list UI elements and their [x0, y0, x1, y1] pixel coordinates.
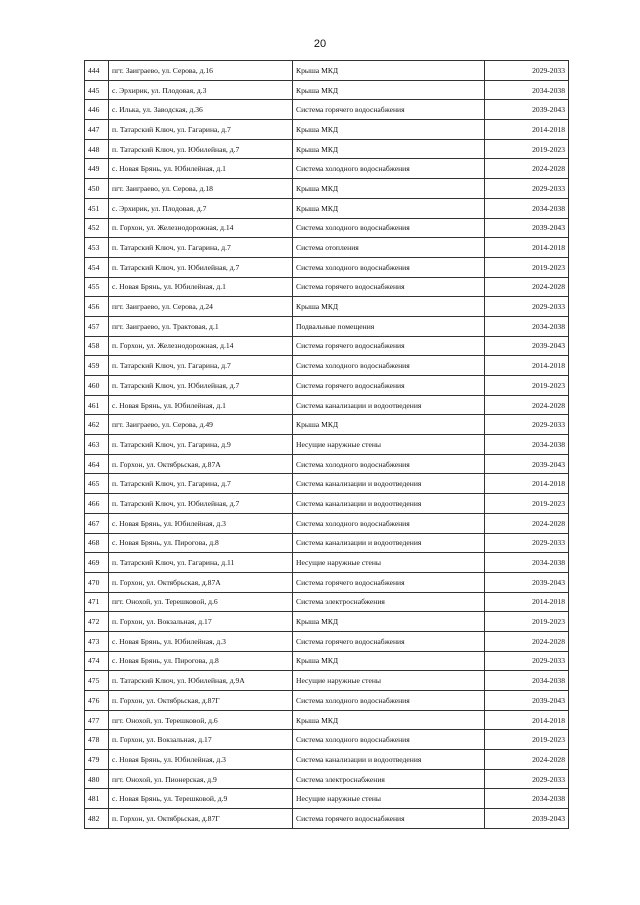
table-row	[85, 474, 569, 494]
repair-period-cell: 2024-2028	[485, 631, 569, 651]
repair-period-cell: 2019-2023	[485, 494, 569, 514]
structural-element-cell: Система канализации и водоотведения	[293, 750, 485, 770]
structural-element-cell: Система холодного водоснабжения	[293, 356, 485, 376]
address-cell: пгт. Заиграево, ул. Серова, д.49	[109, 415, 293, 435]
row-number-cell: 460	[85, 376, 109, 396]
repair-period-cell: 2019-2023	[485, 376, 569, 396]
structural-element-cell: Крыша МКД	[293, 297, 485, 317]
table-row	[85, 376, 569, 396]
address-cell: п. Татарский Ключ, ул. Гагарина, д.7	[109, 238, 293, 258]
row-number-cell: 481	[85, 789, 109, 809]
row-number-cell: 454	[85, 257, 109, 277]
address-cell: пгт. Онохой, ул. Терешковой, д.6	[109, 592, 293, 612]
row-number-cell: 444	[85, 61, 109, 81]
structural-element-cell: Несущие наружные стены	[293, 553, 485, 573]
address-cell: пгт. Заиграево, ул. Серова, д.16	[109, 61, 293, 81]
table-row	[85, 120, 569, 140]
table-row	[85, 750, 569, 770]
address-cell: с. Новая Брянь, ул. Юбилейная, д.1	[109, 395, 293, 415]
table-row	[85, 651, 569, 671]
structural-element-cell: Система канализации и водоотведения	[293, 395, 485, 415]
row-number-cell: 450	[85, 179, 109, 199]
table-row	[85, 592, 569, 612]
row-number-cell: 466	[85, 494, 109, 514]
row-number-cell: 473	[85, 631, 109, 651]
structural-element-cell: Система электроснабжения	[293, 592, 485, 612]
row-number-cell: 468	[85, 533, 109, 553]
table-row	[85, 710, 569, 730]
table-row	[85, 671, 569, 691]
address-cell: с. Новая Брянь, ул. Пирогова, д.8	[109, 651, 293, 671]
address-cell: с. Новая Брянь, ул. Терешковой, д.9	[109, 789, 293, 809]
table-row	[85, 809, 569, 829]
repair-period-cell: 2034-2038	[485, 553, 569, 573]
row-number-cell: 469	[85, 553, 109, 573]
row-number-cell: 482	[85, 809, 109, 829]
table-row	[85, 454, 569, 474]
row-number-cell: 449	[85, 159, 109, 179]
repair-period-cell: 2014-2018	[485, 356, 569, 376]
table-row	[85, 80, 569, 100]
repair-period-cell: 2029-2033	[485, 651, 569, 671]
table-row	[85, 533, 569, 553]
row-number-cell: 470	[85, 572, 109, 592]
repair-period-cell: 2034-2038	[485, 671, 569, 691]
address-cell: с. Новая Брянь, ул. Юбилейная, д.3	[109, 513, 293, 533]
address-cell: пгт. Заиграево, ул. Серова, д.24	[109, 297, 293, 317]
row-number-cell: 464	[85, 454, 109, 474]
address-cell: п. Горхон, ул. Октябрьская, д.87Г	[109, 809, 293, 829]
repair-period-cell: 2039-2043	[485, 809, 569, 829]
repair-period-cell: 2029-2033	[485, 179, 569, 199]
structural-element-cell: Система горячего водоснабжения	[293, 809, 485, 829]
repair-period-cell: 2034-2038	[485, 789, 569, 809]
table-row	[85, 218, 569, 238]
table-row	[85, 395, 569, 415]
structural-element-cell: Крыша МКД	[293, 80, 485, 100]
table-body	[85, 61, 569, 829]
repair-period-cell: 2039-2043	[485, 691, 569, 711]
table-row	[85, 730, 569, 750]
structural-element-cell: Крыша МКД	[293, 198, 485, 218]
structural-element-cell: Система холодного водоснабжения	[293, 691, 485, 711]
row-number-cell: 459	[85, 356, 109, 376]
row-number-cell: 467	[85, 513, 109, 533]
address-cell: п. Горхон, ул. Октябрьская, д.87А	[109, 572, 293, 592]
repair-period-cell: 2024-2028	[485, 159, 569, 179]
address-cell: п. Татарский Ключ, ул. Гагарина, д.7	[109, 120, 293, 140]
repair-schedule-table	[84, 60, 569, 829]
address-cell: с. Новая Брянь, ул. Юбилейная, д.3	[109, 750, 293, 770]
repair-period-cell: 2034-2038	[485, 316, 569, 336]
row-number-cell: 476	[85, 691, 109, 711]
address-cell: п. Татарский Ключ, ул. Гагарина, д.7	[109, 474, 293, 494]
repair-period-cell: 2039-2043	[485, 454, 569, 474]
address-cell: пгт. Заиграево, ул. Трактовая, д.1	[109, 316, 293, 336]
table-row	[85, 277, 569, 297]
row-number-cell: 477	[85, 710, 109, 730]
address-cell: с. Эрхирик, ул. Плодовая, д.3	[109, 80, 293, 100]
table-row	[85, 198, 569, 218]
address-cell: п. Горхон, ул. Вокзальная, д.17	[109, 612, 293, 632]
table-row	[85, 238, 569, 258]
table-row	[85, 316, 569, 336]
structural-element-cell: Система канализации и водоотведения	[293, 474, 485, 494]
address-cell: п. Татарский Ключ, ул. Гагарина, д.7	[109, 356, 293, 376]
structural-element-cell: Крыша МКД	[293, 415, 485, 435]
structural-element-cell: Несущие наружные стены	[293, 435, 485, 455]
address-cell: п. Горхон, ул. Октябрьская, д.87А	[109, 454, 293, 474]
row-number-cell: 462	[85, 415, 109, 435]
repair-period-cell: 2014-2018	[485, 120, 569, 140]
structural-element-cell: Система горячего водоснабжения	[293, 277, 485, 297]
row-number-cell: 453	[85, 238, 109, 258]
repair-period-cell: 2039-2043	[485, 336, 569, 356]
structural-element-cell: Система холодного водоснабжения	[293, 513, 485, 533]
address-cell: с. Новая Брянь, ул. Юбилейная, д.1	[109, 159, 293, 179]
table-row	[85, 356, 569, 376]
repair-period-cell: 2014-2018	[485, 710, 569, 730]
repair-period-cell: 2029-2033	[485, 533, 569, 553]
structural-element-cell: Система холодного водоснабжения	[293, 730, 485, 750]
address-cell: п. Татарский Ключ, ул. Гагарина, д.9	[109, 435, 293, 455]
address-cell: с. Новая Брянь, ул. Юбилейная, д.1	[109, 277, 293, 297]
table-row	[85, 513, 569, 533]
structural-element-cell: Крыша МКД	[293, 651, 485, 671]
row-number-cell: 478	[85, 730, 109, 750]
table-row	[85, 179, 569, 199]
structural-element-cell: Подвальные помещения	[293, 316, 485, 336]
table-row	[85, 159, 569, 179]
repair-period-cell: 2024-2028	[485, 395, 569, 415]
repair-period-cell: 2014-2018	[485, 474, 569, 494]
structural-element-cell: Система горячего водоснабжения	[293, 100, 485, 120]
row-number-cell: 461	[85, 395, 109, 415]
row-number-cell: 457	[85, 316, 109, 336]
row-number-cell: 480	[85, 769, 109, 789]
table-row	[85, 61, 569, 81]
table-row	[85, 494, 569, 514]
repair-period-cell: 2039-2043	[485, 100, 569, 120]
table-row	[85, 789, 569, 809]
repair-period-cell: 2034-2038	[485, 80, 569, 100]
structural-element-cell: Система горячего водоснабжения	[293, 631, 485, 651]
table-row	[85, 631, 569, 651]
structural-element-cell: Система отопления	[293, 238, 485, 258]
table-row	[85, 612, 569, 632]
row-number-cell: 448	[85, 139, 109, 159]
row-number-cell: 455	[85, 277, 109, 297]
repair-period-cell: 2029-2033	[485, 769, 569, 789]
row-number-cell: 445	[85, 80, 109, 100]
repair-period-cell: 2019-2023	[485, 612, 569, 632]
row-number-cell: 447	[85, 120, 109, 140]
row-number-cell: 465	[85, 474, 109, 494]
address-cell: п. Горхон, ул. Железнодорожная, д.14	[109, 218, 293, 238]
structural-element-cell: Система холодного водоснабжения	[293, 218, 485, 238]
table-row	[85, 769, 569, 789]
row-number-cell: 458	[85, 336, 109, 356]
address-cell: п. Татарский Ключ, ул. Гагарина, д.11	[109, 553, 293, 573]
structural-element-cell: Крыша МКД	[293, 710, 485, 730]
repair-period-cell: 2024-2028	[485, 277, 569, 297]
structural-element-cell: Крыша МКД	[293, 139, 485, 159]
address-cell: пгт. Онохой, ул. Терешковой, д.6	[109, 710, 293, 730]
repair-period-cell: 2019-2023	[485, 257, 569, 277]
structural-element-cell: Система холодного водоснабжения	[293, 159, 485, 179]
table-row	[85, 139, 569, 159]
address-cell: с. Новая Брянь, ул. Пирогова, д.8	[109, 533, 293, 553]
address-cell: п. Татарский Ключ, ул. Юбилейная, д.7	[109, 494, 293, 514]
repair-period-cell: 2039-2043	[485, 572, 569, 592]
table-row	[85, 572, 569, 592]
repair-period-cell: 2014-2018	[485, 238, 569, 258]
repair-period-cell: 2014-2018	[485, 592, 569, 612]
repair-period-cell: 2019-2023	[485, 730, 569, 750]
structural-element-cell: Несущие наружные стены	[293, 789, 485, 809]
table-row	[85, 100, 569, 120]
repair-period-cell: 2024-2028	[485, 513, 569, 533]
repair-period-cell: 2029-2033	[485, 415, 569, 435]
address-cell: пгт. Онохой, ул. Пионерская, д.9	[109, 769, 293, 789]
repair-period-cell: 2034-2038	[485, 435, 569, 455]
structural-element-cell: Система горячего водоснабжения	[293, 336, 485, 356]
row-number-cell: 452	[85, 218, 109, 238]
table-row	[85, 435, 569, 455]
structural-element-cell: Система горячего водоснабжения	[293, 572, 485, 592]
structural-element-cell: Система холодного водоснабжения	[293, 454, 485, 474]
row-number-cell: 474	[85, 651, 109, 671]
structural-element-cell: Система канализации и водоотведения	[293, 533, 485, 553]
structural-element-cell: Система холодного водоснабжения	[293, 257, 485, 277]
structural-element-cell: Крыша МКД	[293, 179, 485, 199]
row-number-cell: 471	[85, 592, 109, 612]
row-number-cell: 479	[85, 750, 109, 770]
table-row	[85, 415, 569, 435]
repair-period-cell: 2024-2028	[485, 750, 569, 770]
structural-element-cell: Система канализации и водоотведения	[293, 494, 485, 514]
repair-period-cell: 2034-2038	[485, 198, 569, 218]
structural-element-cell: Крыша МКД	[293, 120, 485, 140]
row-number-cell: 451	[85, 198, 109, 218]
address-cell: с. Илька, ул. Заводская, д.36	[109, 100, 293, 120]
address-cell: п. Татарский Ключ, ул. Юбилейная, д.9А	[109, 671, 293, 691]
row-number-cell: 463	[85, 435, 109, 455]
row-number-cell: 475	[85, 671, 109, 691]
repair-period-cell: 2029-2033	[485, 61, 569, 81]
row-number-cell: 472	[85, 612, 109, 632]
address-cell: с. Новая Брянь, ул. Юбилейная, д.3	[109, 631, 293, 651]
table-row	[85, 691, 569, 711]
repair-period-cell: 2039-2043	[485, 218, 569, 238]
table-row	[85, 336, 569, 356]
structural-element-cell: Система горячего водоснабжения	[293, 376, 485, 396]
repair-period-cell: 2029-2033	[485, 297, 569, 317]
address-cell: с. Эрхирик, ул. Плодовая, д.7	[109, 198, 293, 218]
address-cell: п. Горхон, ул. Октябрьская, д.87Г	[109, 691, 293, 711]
structural-element-cell: Система электроснабжения	[293, 769, 485, 789]
address-cell: п. Горхон, ул. Железнодорожная, д.14	[109, 336, 293, 356]
address-cell: п. Татарский Ключ, ул. Юбилейная, д.7	[109, 139, 293, 159]
address-cell: п. Горхон, ул. Вокзальная, д.17	[109, 730, 293, 750]
structural-element-cell: Крыша МКД	[293, 612, 485, 632]
structural-element-cell: Несущие наружные стены	[293, 671, 485, 691]
structural-element-cell: Крыша МКД	[293, 61, 485, 81]
table-row	[85, 297, 569, 317]
repair-period-cell: 2019-2023	[485, 139, 569, 159]
page-number: 20	[313, 38, 327, 50]
address-cell: пгт. Заиграево, ул. Серова, д.18	[109, 179, 293, 199]
row-number-cell: 446	[85, 100, 109, 120]
address-cell: п. Татарский Ключ, ул. Юбилейная, д.7	[109, 376, 293, 396]
row-number-cell: 456	[85, 297, 109, 317]
table-row	[85, 553, 569, 573]
table-row	[85, 257, 569, 277]
address-cell: п. Татарский Ключ, ул. Юбилейная, д.7	[109, 257, 293, 277]
